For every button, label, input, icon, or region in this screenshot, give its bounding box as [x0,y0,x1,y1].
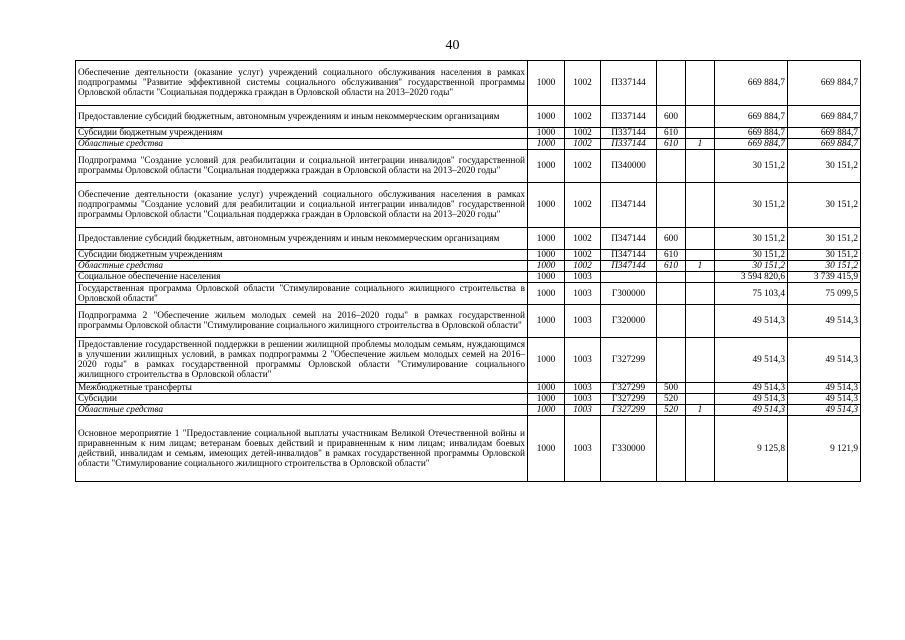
table-row [76,139,861,150]
cell-amount-1: 669 884,7 [715,128,788,139]
cell-expense-type: 610 [657,250,686,261]
cell-amount-1: 669 884,7 [715,106,788,128]
cell-name: Предоставление субсидий бюджетным, автономным учреждениям и иным некоммерческим организациям [76,106,528,128]
cell-section: 1000 [528,416,565,482]
cell-amount-2: 30 151,2 [788,250,861,261]
cell-subsection: 1003 [565,383,601,394]
cell-amount-1: 49 514,3 [715,338,788,383]
cell-amount-2: 49 514,3 [788,383,861,394]
cell-source [686,272,715,283]
cell-section: 1000 [528,394,565,405]
cell-subsection: 1003 [565,405,601,416]
cell-source [686,183,715,228]
cell-name: Предоставление государственной поддержки в решении жилищной проблемы молодым семьям, нуждающимся в улучшении жилищных условий, в рамках подпрограммы 2 "Обеспечение жильем молодых семей на 2016–2020 годы" в рамках государственной программы Орловской области "Стимулирование социального жилищного строительства в Орловской области" [76,338,528,383]
table-row [76,405,861,416]
cell-expense-type: 600 [657,228,686,250]
cell-target-article: П340000 [601,150,657,183]
cell-amount-2: 49 514,3 [788,405,861,416]
cell-name: Субсидии бюджетным учреждениям [76,128,528,139]
cell-source [686,61,715,106]
cell-amount-2: 669 884,7 [788,106,861,128]
cell-section: 1000 [528,106,565,128]
cell-name: Межбюджетные трансферты [76,383,528,394]
cell-name: Подпрограмма 2 "Обеспечение жильем молодых семей на 2016–2020 годы" в рамках государственной программы Орловской области "Стимулирование социального жилищного строительства в Орловской области" [76,305,528,338]
cell-subsection: 1003 [565,394,601,405]
cell-subsection: 1003 [565,305,601,338]
cell-amount-1: 49 514,3 [715,394,788,405]
cell-name: Социальное обеспечение населения [76,272,528,283]
cell-amount-2: 49 514,3 [788,394,861,405]
cell-amount-2: 30 151,2 [788,183,861,228]
cell-section: 1000 [528,61,565,106]
cell-section: 1000 [528,228,565,250]
cell-amount-1: 30 151,2 [715,228,788,250]
cell-subsection: 1002 [565,150,601,183]
table-row [76,106,861,128]
cell-source [686,305,715,338]
cell-expense-type [657,305,686,338]
cell-name: Основное мероприятие 1 "Предоставление социальной выплаты участникам Великой Отечественной войны и приравненным к ним лицам; ветеранам боевых действий и приравненным к ним лицам; инвалидам боевых действий, инвалидам и семьям, имеющих детей-инвалидов" в рамках государственной программы Орловской области "Стимулирование социального жилищного строительства в Орловской области" [76,416,528,482]
cell-subsection: 1002 [565,106,601,128]
cell-amount-2: 30 151,2 [788,150,861,183]
table-row [76,228,861,250]
cell-expense-type [657,61,686,106]
cell-amount-1: 49 514,3 [715,305,788,338]
cell-subsection: 1003 [565,283,601,305]
cell-name: Субсидии бюджетным учреждениям [76,250,528,261]
cell-source: 1 [686,139,715,150]
cell-source [686,383,715,394]
cell-target-article: Г327299 [601,383,657,394]
cell-amount-1: 30 151,2 [715,250,788,261]
cell-source [686,338,715,383]
cell-amount-1: 30 151,2 [715,183,788,228]
cell-expense-type: 610 [657,128,686,139]
cell-subsection: 1002 [565,261,601,272]
cell-source [686,283,715,305]
table-row [76,283,861,305]
cell-expense-type [657,416,686,482]
cell-target-article: Г320000 [601,305,657,338]
cell-amount-2: 30 151,2 [788,228,861,250]
cell-amount-1: 75 103,4 [715,283,788,305]
budget-table [75,60,861,482]
table-row [76,128,861,139]
cell-target-article: П337144 [601,128,657,139]
cell-expense-type: 520 [657,405,686,416]
cell-amount-2: 669 884,7 [788,128,861,139]
cell-target-article: Г327299 [601,394,657,405]
cell-section: 1000 [528,139,565,150]
cell-expense-type [657,338,686,383]
cell-amount-2: 669 884,7 [788,139,861,150]
cell-target-article: П337144 [601,139,657,150]
cell-source [686,128,715,139]
cell-source [686,394,715,405]
cell-target-article: Г327299 [601,338,657,383]
cell-source [686,106,715,128]
cell-amount-1: 49 514,3 [715,405,788,416]
table-row [76,61,861,106]
cell-target-article: П337144 [601,61,657,106]
cell-target-article: П337144 [601,106,657,128]
table-row [76,183,861,228]
cell-target-article [601,272,657,283]
page-number: 40 [445,38,460,53]
table-row [76,250,861,261]
cell-name: Областные средства [76,405,528,416]
cell-expense-type [657,283,686,305]
cell-subsection: 1002 [565,128,601,139]
table-row [76,305,861,338]
cell-expense-type: 610 [657,261,686,272]
table-row [76,416,861,482]
cell-amount-2: 49 514,3 [788,338,861,383]
cell-amount-1: 3 594 820,6 [715,272,788,283]
cell-subsection: 1003 [565,272,601,283]
cell-target-article: П347144 [601,250,657,261]
cell-expense-type [657,183,686,228]
cell-name: Обеспечение деятельности (оказание услуг) учреждений социального обслуживания населения в рамках подпрограммы "Создание условий для реабилитации и социальной интеграции инвалидов" государственной программы Орловской области "Социальная поддержка граждан в Орловской области на 2013–2020 годы" [76,183,528,228]
cell-name: Областные средства [76,139,528,150]
cell-target-article: Г330000 [601,416,657,482]
table-row [76,338,861,383]
cell-source [686,250,715,261]
cell-subsection: 1003 [565,416,601,482]
cell-expense-type: 610 [657,139,686,150]
cell-amount-2: 30 151,2 [788,261,861,272]
cell-amount-1: 49 514,3 [715,383,788,394]
cell-section: 1000 [528,272,565,283]
table-row [76,261,861,272]
cell-section: 1000 [528,183,565,228]
cell-amount-2: 49 514,3 [788,305,861,338]
table-row [76,272,861,283]
cell-target-article: Г327299 [601,405,657,416]
cell-expense-type [657,272,686,283]
cell-section: 1000 [528,261,565,272]
cell-name: Предоставление субсидий бюджетным, автономным учреждениям и иным некоммерческим организациям [76,228,528,250]
table-row [76,150,861,183]
cell-amount-2: 75 099,5 [788,283,861,305]
cell-amount-1: 669 884,7 [715,139,788,150]
cell-subsection: 1002 [565,183,601,228]
cell-expense-type: 520 [657,394,686,405]
cell-source [686,150,715,183]
cell-subsection: 1002 [565,250,601,261]
cell-source: 1 [686,405,715,416]
table-row [76,394,861,405]
cell-section: 1000 [528,128,565,139]
cell-expense-type: 600 [657,106,686,128]
cell-target-article: П347144 [601,183,657,228]
cell-section: 1000 [528,338,565,383]
cell-amount-1: 30 151,2 [715,261,788,272]
cell-name: Подпрограмма "Создание условий для реабилитации и социальной интеграции инвалидов" государственной программы Орловской области "Социальная поддержка граждан в Орловской области на 2013–2020 годы" [76,150,528,183]
cell-name: Государственная программа Орловской области "Стимулирование социального жилищного строительства в Орловской области" [76,283,528,305]
cell-section: 1000 [528,150,565,183]
cell-expense-type: 500 [657,383,686,394]
cell-expense-type [657,150,686,183]
cell-source [686,228,715,250]
cell-subsection: 1002 [565,139,601,150]
cell-name: Областные средства [76,261,528,272]
cell-name: Обеспечение деятельности (оказание услуг) учреждений социального обслуживания населения в рамках подпрограммы "Развитие эффективной системы социального обслуживания" государственной программы Орловской области "Социальная поддержка граждан в Орловской области на 2013–2020 годы" [76,61,528,106]
cell-source [686,416,715,482]
cell-target-article: Г300000 [601,283,657,305]
cell-source: 1 [686,261,715,272]
cell-amount-2: 669 884,7 [788,61,861,106]
cell-amount-1: 669 884,7 [715,61,788,106]
cell-section: 1000 [528,383,565,394]
cell-subsection: 1003 [565,338,601,383]
cell-subsection: 1002 [565,228,601,250]
cell-section: 1000 [528,283,565,305]
cell-amount-2: 3 739 415,9 [788,272,861,283]
cell-subsection: 1002 [565,61,601,106]
cell-amount-2: 9 121,9 [788,416,861,482]
cell-section: 1000 [528,305,565,338]
cell-name: Субсидии [76,394,528,405]
cell-section: 1000 [528,250,565,261]
cell-amount-1: 9 125,8 [715,416,788,482]
cell-target-article: П347144 [601,261,657,272]
cell-section: 1000 [528,405,565,416]
cell-amount-1: 30 151,2 [715,150,788,183]
table-row [76,383,861,394]
cell-target-article: П347144 [601,228,657,250]
